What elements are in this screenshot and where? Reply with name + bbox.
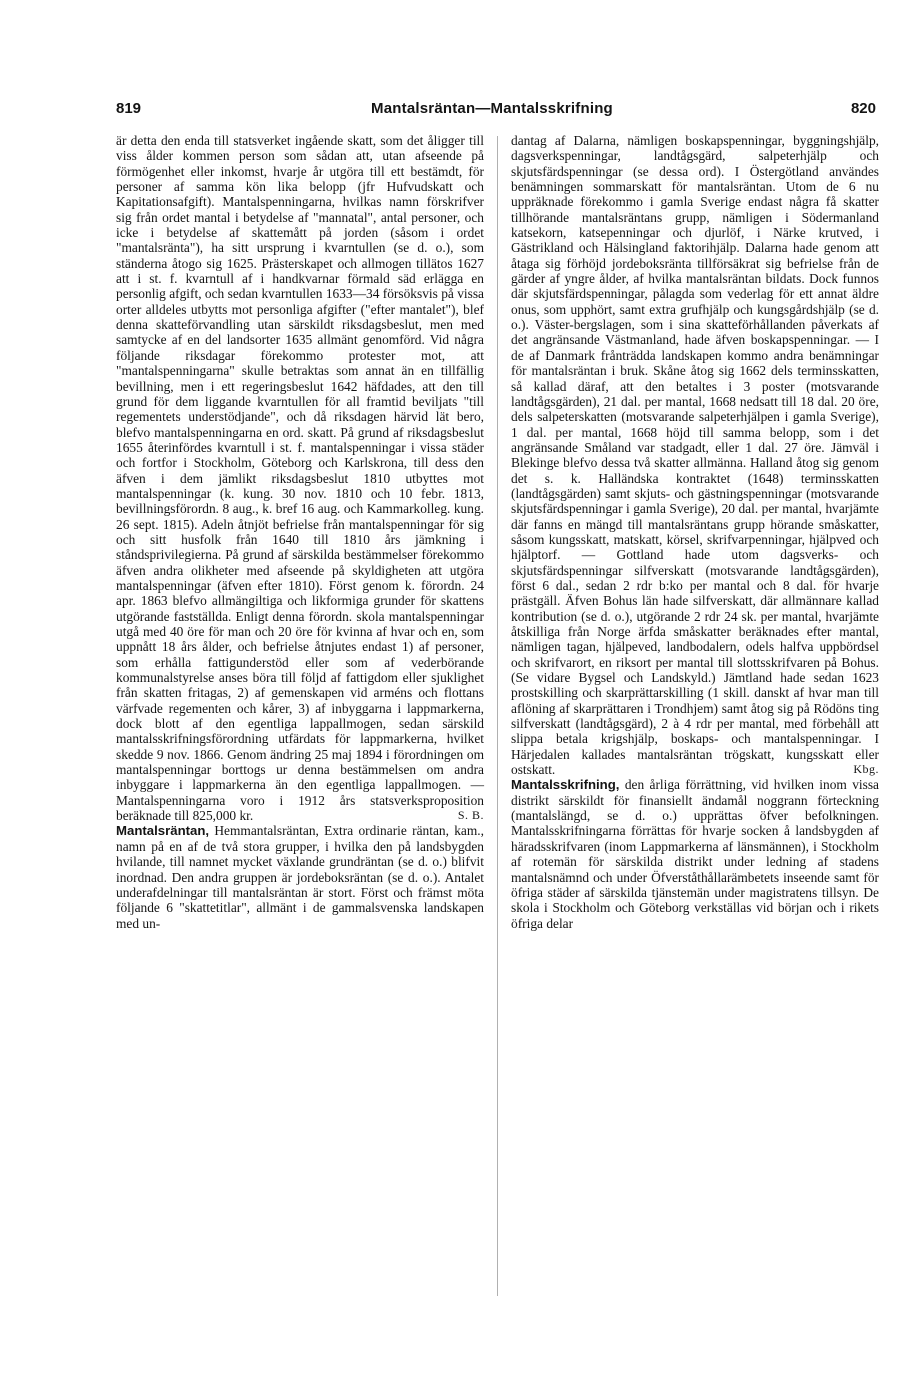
author-signature: S. B.: [457, 808, 484, 823]
page-number-left: 819: [116, 100, 142, 117]
left-column: [116, 133, 484, 931]
paragraph-text: dantag af Dalarna, nämligen boskapspenningar, byggningshjälp, dagsverkspenningar, landtågsgärd, salpeterhjälp och skjutsfärdspenningar (se dessa ord). I Östergötland användes benämningen sommarskatt för mantalsräntan. Utom de 6 nu uppräknade förekommo i gamla Sverige endast några få skatter tillhörande mantalsräntans grupp, nämligen i Södermanland katsekorn, katsepenningar och djurlöf, i Närke krutved, i Gästrikland och Hälsingland faktorihjälp. Dalarna hade genom att åtaga sig förhöjd jordeboksränta tillförsäkrat sig befrielse från de gärder af yngre ålder, af hvilka mantalsräntan bildats. Dock funnos där skjutsfärdspenningar, pålagda som vederlag för ett annat äldre onus, som upphört, samt extra grufhjälp och kungsgårdshjälp (se d. o.). Väster-bergslagen, som i sina skatteförhållanden påverkats af det angränsande Västmanland, hade äfven boskapspenningar. — I de af Danmark frånträdda landskapen kommo andra benämningar för mantalsräntan i bruk. Skåne åtog sig 1662 dels terminsskatten, så kallad däraf, att den betaltes i 3 poster (motsvarande landtågsgärden), 21 dal. per mantal, 1668 nedsatt till 18 dal. 20 öre, dels salpeterskatten (motsvarande salpeterhjälpen i gamla Sverige), 1 dal. per mantal, 1668 höjd till samma belopp, som i det angränsande Småland var stadgadt, eller 1 dal. 27 öre. Jämväl i Blekinge blefvo dessa två skatter allmänna. Halland åtog sig genom det s. k. Halländska kontraktet (1648) terminsskatten (landtågsgärden) samt skjuts- och gästningspenningar (motsvarande skjutsfärdspenningar i gamla Sverige), 20 dal. per mantal, hvarjämte där fanns en mängd till mantalsräntans grupp hörande småskatter, såsom kungsskatt, matskatt, körsel, skrifvarpenningar, hjälpved och hjälptorf. — Gottland hade utom dagsverks- och skjutsfärdspenningar silfverskatt (motsvarande landtågsgärden), först 6 dal., sedan 2 rdr b:ko per mantal och 8 dal. för hvarje prästgäll. Äfven Bohus län hade silfverskatt, där allmännare kallad kontribution (se d. o.), utgörande 2 rdr 24 sk. per mantal, hvarjämte åtskilliga från Norge ärfda småskatter beräknades efter mantal, nämligen tagan, hjälpeved, landbodalern, odels halfva uppbördsel och skrifvarort, en riksort per mantal till slottsskrifvaren på Bohus. (Se vidare Bygsel och Landskyld.) Jämtland hade sedan 1623 prostskilling och skarprättarskilling (1 skill. danskt af hvar man till aflöning af skarprättaren i Trondhjem) samt åtog sig på Rödöns ting silfverskatt (landtågsgärd), 2 à 4 rdr per mantal, med förbehåll att slippa betala krigshjälp, boskaps- och mantalspenningar. I Härjedalen kallades mantalsräntan trögskatt, kungsskatt eller ostskatt.: [511, 133, 879, 778]
body-paragraph: [116, 133, 484, 823]
right-column: [511, 133, 879, 931]
body-paragraph: [511, 133, 879, 777]
paragraph-text: är detta den enda till statsverket ingående skatt, som det åligger till viss ålder kommen person som sådan att, utan afseende på förmögenhet eller inkomst, hvarje år utgöra till ett bestämdt, för personer af samma kön lika belopp (jfr Hufvudskatt och Kapitationsafgift). Mantalspenningarna, hvilkas namn förskrifver sig från ordet mantal i betydelse af "mannatal", antal personer, och icke i betydelse af skattemått på jorden (såsom i ordet "mantalsränta"), ha sitt ursprung i kvarntullen (se d. o.), som ständerna åtogo sig 1625. Prästerskapet och allmogen tillätos 1627 att i st. f. kvarntull af i handkvarnar förmald säd erlägga en personlig afgift, och sedan kvarntullen 1633—34 försöksvis på vissa orter alldeles utbytts mot personliga afgifter ("efter mantalet"), blef denna skatteförvandling utan särskildt riksdagsbeslut, men med samtycke af en del landsorter 1635 allmänt genomförd. Vid några följande riksdagar förekommo protester mot, att "mantalspenningarna" skulle betraktas som annat än en tillfällig bevillning, men i ett regeringsbeslut 1642 häfdades, att den till grund för dem liggande kvarntullen för all framtid beviljats "till regementets understödjande", och då riksdagen härvid lät bero, blefvo mantalspenningarna en ord. skatt. På grund af riksdagsbeslut 1655 återinfördes kvarntull i st. f. mantalspenningar i vissa städer och fortfor i Stockholm, Göteborg och Karlskrona, till dess den äfven i dem jämlikt riksdagsbeslut 1810 utbyttes mot mantalspenningar (k. kung. 30 nov. 1810 och 10 febr. 1813, bevillningsförordn. 8 aug., k. bref 16 aug. och Kammarkolleg. kung. 26 sept. 1815). Adeln åtnjöt befrielse från mantalspenningar för sig och sitt husfolk från 1640 till 1810 års jämkning i ståndsprivilegierna. På grund af särskilda bestämmelser förekommo äfven andra olikheter med afseende på skyldigheten att utgöra mantalspenningar (äfven efter 1810). Först genom k. förordn. 24 apr. 1863 blefvo allmängiltiga och likformiga grunder för skattens utgörande fastställda. Enligt denna förordn. skola mantalspenningar utgå med 40 öre för man och 20 öre för kvinna af hvar och en, som uppnått 18 års ålder, och befrielse åtnjutes endast 1) af personer, som erhålla fattigunderstöd eller som af vederbörande kommunalstyrelse anses böra till följd af fattigdom eller sjuklighet från skatten fritagas, 2) af gemenskapen vid arméns och flottans värfvade regementen och kårer, 3) af inbyggarna i lappmarkerna, dock blott af den egentliga lappallmogen, sedan särskild mantalsskrifningsförordning utfärdats för lappmarkerna, hvilket skedde 9 nov. 1866. Genom ändring 25 maj 1894 i förordningen om mantalspenningar borttogs ur denna bestämmelsen om andra inbyggare i lappmarkerna än den egentliga lappallmogen. — Mantalspenningarna voro i 1912 års statsverksproposition beräknade till 825,000 kr.: [116, 133, 484, 824]
author-signature: Kbg.: [853, 762, 879, 777]
entry-headword: Mantalsskrifning,: [511, 777, 620, 793]
page-number-right: 820: [850, 100, 876, 117]
entry-headword: Mantalsräntan,: [116, 823, 210, 839]
page-header: [108, 96, 876, 120]
entry-text: den årliga förrättning, vid hvilken inom vissa distrikt särskildt för finansiellt ändamål noggrann förteckning (mantalslängd, se d. o.) upprättas öfver befolkningen. Mantalsskrifningarna förrättas för hvarje socken å landsbygden af häradsskrifvaren (inom Lappmarkerna af länsmännen), i Stockholm af rotemän för särskilda distrikt under ledning af stadens mantalsnämnd och under Öfverståthållarämbetets inseende samt för öfriga städer af särskilda tjänstemän under magistratens tillsyn. De skola i Stockholm och Göteborg verkställas vid början och i rikets öfriga delar: [511, 777, 879, 931]
column-divider: [497, 136, 498, 1296]
entry-text: Hemmantalsräntan, Extra ordinarie räntan, kam., namn på en af de två stora grupper, i hvilka den på landsbygden hvilande, till namnet mycket växlande grundräntan (se d. o.) blifvit inordnad. Den andra gruppen är jordeboksräntan (se d. o.). Antalet underafdelningar till mantalsräntan är stort. Först och främst möta följande 6 "skattetitlar", allmänt i de gammalsvenska landskapen med un-: [116, 823, 484, 931]
running-title: Mantalsräntan—Mantalsskrifning: [371, 100, 613, 117]
entry-mantalsrantan: [116, 823, 484, 930]
entry-mantalsskrifning: [511, 777, 879, 930]
